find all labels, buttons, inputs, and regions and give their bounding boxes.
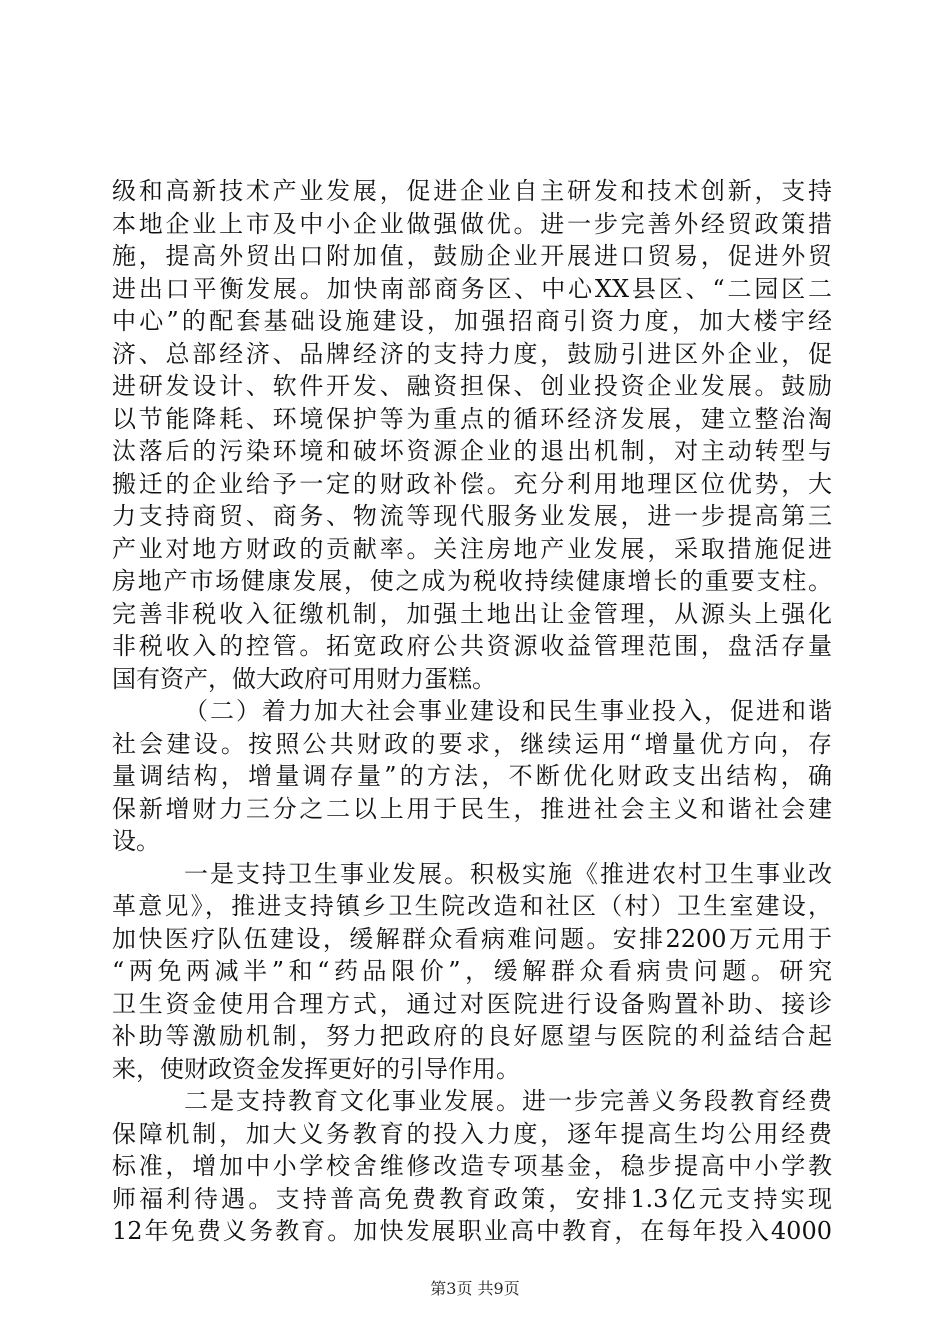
body-text <box>112 175 832 1248</box>
text-line: 进研发设计、软件开发、融资担保、创业投资企业发展。鼓励 <box>112 372 832 400</box>
text-line: 级和高新技术产业发展，促进企业自主研发和技术创新，支持 <box>112 177 832 205</box>
page-footer: 第3页 共9页 <box>430 1279 520 1298</box>
text-line: 非税收入的控管。拓宽政府公共资源收益管理范围，盘活存量 <box>112 632 832 660</box>
text-line: 以节能降耗、环境保护等为重点的循环经济发展，建立整治淘 <box>112 404 832 433</box>
text-line: 量调结构，增量调存量”的方法，不断优化财政支出结构，确 <box>112 762 832 790</box>
text-line: 标准，增加中小学校舍维修改造专项基金，稳步提高中小学教 <box>112 1152 832 1180</box>
text-line: 完善非税收入征缴机制，加强土地出让金管理，从源头上强化 <box>112 599 832 628</box>
text-line: 一是支持卫生事业发展。积极实施《推进农村卫生事业改 <box>184 859 832 888</box>
text-line: 12年免费义务教育。加快发展职业高中教育，在每年投入4000 <box>112 1217 832 1245</box>
text-line: 中心”的配套基础设施建设，加强招商引资力度，加大楼宇经 <box>112 307 832 335</box>
text-line: 社会建设。按照公共财政的要求，继续运用“增量优方向，存 <box>112 729 832 758</box>
text-line: 来，使财政资金发挥更好的引导作用。 <box>112 1054 520 1083</box>
text-line: 师福利待遇。支持普高免费教育政策，安排1.3亿元支持实现 <box>112 1184 832 1213</box>
text-line: 产业对地方财政的贡献率。关注房地产业发展，采取措施促进 <box>112 534 832 563</box>
text-line: 保新增财力三分之二以上用于民生，推进社会主义和谐社会建 <box>112 794 832 823</box>
text-line: 济、总部经济、品牌经济的支持力度，鼓励引进区外企业，促 <box>112 339 832 368</box>
text-line: 搬迁的企业给予一定的财政补偿。充分利用地理区位优势，大 <box>112 469 832 498</box>
text-line: 加快医疗队伍建设，缓解群众看病难问题。安排2200万元用于 <box>112 924 832 953</box>
text-line: “两免两减半”和“药品限价”，缓解群众看病贵问题。研究 <box>112 957 832 985</box>
text-line: 本地企业上市及中小企业做强做优。进一步完善外经贸政策措 <box>112 209 832 238</box>
text-line: 卫生资金使用合理方式，通过对医院进行设备购置补助、接诊 <box>112 989 832 1018</box>
text-line: 革意见》，推进支持镇乡卫生院改造和社区（村）卫生室建设， <box>112 892 832 920</box>
text-line: 施，提高外贸出口附加值，鼓励企业开展进口贸易，促进外贸 <box>112 242 832 270</box>
text-line: 国有资产，做大政府可用财力蛋糕。 <box>112 664 496 693</box>
text-line: 补助等激励机制，努力把政府的良好愿望与医院的利益结合起 <box>112 1022 832 1050</box>
text-line: 进出口平衡发展。加快南部商务区、中心XX县区、“二园区二 <box>112 274 832 303</box>
text-line: 汰落后的污染环境和破坏资源企业的退出机制，对主动转型与 <box>112 437 832 465</box>
text-line: （二）着力加大社会事业建设和民生事业投入，促进和谐 <box>184 697 832 725</box>
text-line: 房地产市场健康发展，使之成为税收持续健康增长的重要支柱。 <box>112 567 832 595</box>
text-line: 保障机制，加大义务教育的投入力度，逐年提高生均公用经费 <box>112 1119 832 1148</box>
text-line: 二是支持教育文化事业发展。进一步完善义务段教育经费 <box>184 1087 832 1115</box>
text-line: 设。 <box>112 827 160 855</box>
text-line: 力支持商贸、商务、物流等现代服务业发展，进一步提高第三 <box>112 502 832 530</box>
